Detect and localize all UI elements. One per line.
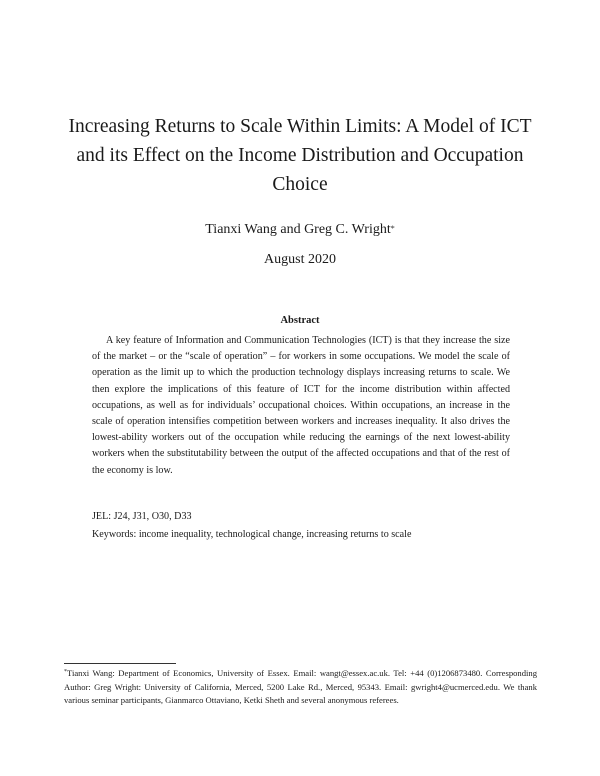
footnote-text: Tianxi Wang: Department of Economics, University of Essex. Email: wangt@essex.ac.uk. Tel: +44 (0)1206873480. Corresponding Author: Greg Wright: University of California, Merced, 5200 Lake Rd., Merced, 95343. Email: gwright4@ucmerced.edu. We thank various seminar participants, Gianmarco Ottaviano, Ketki Sheth and several anonymous referees. [64,668,537,705]
author-line [0,221,600,239]
footnote-mark: * [64,669,67,675]
keywords: Keywords: income inequality, technological change, increasing returns to scale [92,529,412,540]
abstract-heading: Abstract [280,315,320,326]
authors-text: Tianxi Wang and Greg C. Wright [205,222,391,237]
footnote [64,667,537,708]
author-footnote-mark: * [390,224,395,233]
paper-title: Increasing Returns to Scale Within Limits: A Model of ICT and its Effect on the Income Distribution and Occupation Choice [68,116,532,195]
paper-date: August 2020 [264,252,336,267]
jel-codes: JEL: J24, J31, O30, D33 [92,511,192,522]
abstract-body: A key feature of Information and Communication Technologies (ICT) is that they increase the size of the market – or the “scale of operation” – for workers in some occupations. We model the scale of operation as the limit up to which the production technology displays increasing returns to scale. We then explore the implications of this feature of ICT for the income distribution within affected occupations, as well as for individuals’ occupational choices. Within occupations, an increase in the scale of operation intensifies competition between workers and increases inequality. It also drives the lowest-ability workers out of the occupation while reducing the earnings of the next lowest-ability workers when the substitutability between the output of the affected occupations and that of the rest of the economy is low. [92,335,510,476]
footnote-divider [64,663,176,664]
